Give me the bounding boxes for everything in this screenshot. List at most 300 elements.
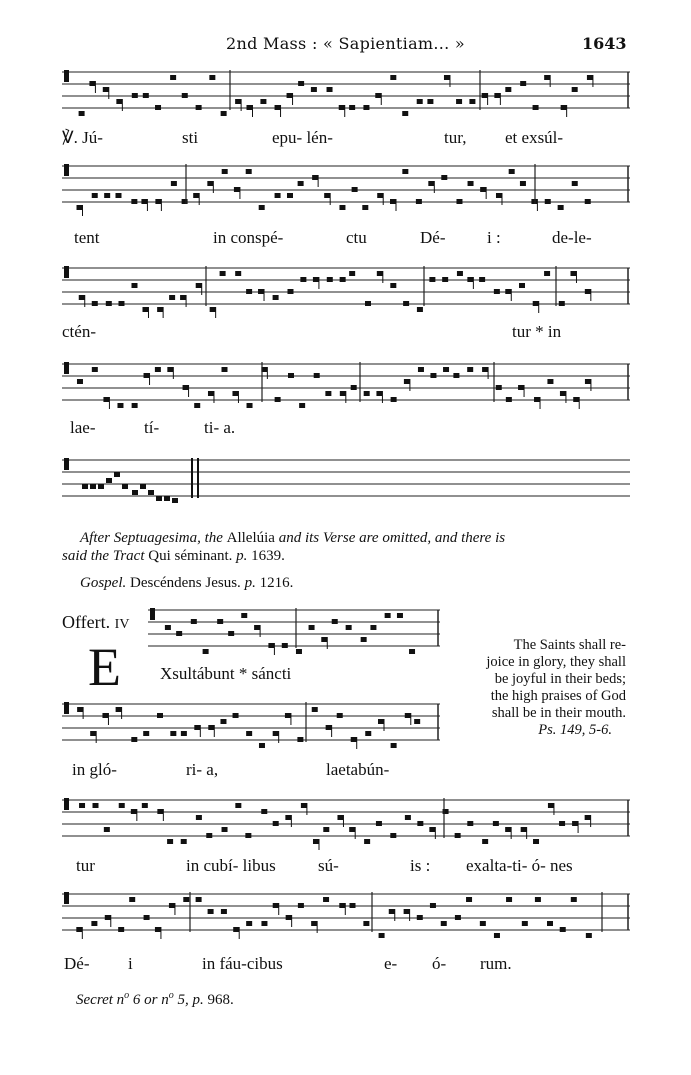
lyric-syllable: in conspé-	[213, 228, 284, 247]
neume	[430, 903, 436, 908]
neume	[122, 484, 128, 489]
lyric-syllable: exalta-ti- ó- nes	[466, 856, 573, 875]
neume	[544, 75, 550, 80]
neume	[561, 105, 567, 110]
neume	[234, 187, 240, 192]
neume	[296, 649, 302, 654]
chant-staff-5	[62, 454, 630, 510]
neume	[534, 397, 540, 402]
lyric-syllable: rum.	[480, 954, 512, 973]
chant-staff-3	[62, 262, 630, 318]
translation-line: joice in glory, they shall	[486, 654, 626, 670]
neume	[430, 373, 436, 378]
neume	[506, 897, 512, 902]
neume	[169, 903, 175, 908]
neume	[585, 379, 591, 384]
chant-staff-2	[62, 160, 630, 216]
neume	[259, 205, 265, 210]
neume	[203, 649, 209, 654]
neume	[297, 737, 303, 742]
neume	[208, 725, 214, 730]
neume	[390, 75, 396, 80]
neume	[104, 193, 110, 198]
lyric-syllable: ti- a.	[204, 418, 236, 437]
neume	[155, 199, 161, 204]
gospel-page-ref: p.	[244, 575, 256, 591]
neume	[547, 379, 553, 384]
neume	[233, 927, 239, 932]
neume	[311, 87, 317, 92]
neume	[102, 713, 108, 718]
clef-mark	[64, 892, 69, 904]
neume	[361, 637, 367, 642]
neume	[365, 731, 371, 736]
neume	[196, 897, 202, 902]
translation-block	[444, 637, 626, 739]
neume	[92, 193, 98, 198]
neume	[506, 397, 512, 402]
neume	[365, 301, 371, 306]
neume	[585, 289, 591, 294]
neume	[144, 373, 150, 378]
offertory-first-lyric: Xsultábunt * sáncti	[160, 664, 292, 683]
neume	[105, 915, 111, 920]
secret-sup: o	[168, 990, 174, 1001]
neume	[181, 839, 187, 844]
chant-staff-4	[62, 358, 630, 414]
neume	[390, 199, 396, 204]
secret-page-num: 968.	[207, 992, 234, 1008]
neume	[337, 713, 343, 718]
neume	[191, 619, 197, 624]
neume	[364, 391, 370, 396]
clef-mark	[64, 266, 69, 278]
neume	[220, 271, 226, 276]
neume	[482, 367, 488, 372]
neume	[129, 897, 135, 902]
neume	[182, 199, 188, 204]
neume	[339, 903, 345, 908]
clef-mark	[64, 362, 69, 374]
neume	[247, 403, 253, 408]
neume	[246, 289, 252, 294]
neume	[287, 193, 293, 198]
neume	[509, 169, 515, 174]
neume	[92, 367, 98, 372]
neume	[268, 643, 274, 648]
lyric-syllable: is :	[410, 856, 431, 875]
neume	[172, 498, 178, 503]
neume	[91, 921, 97, 926]
neume	[116, 707, 122, 712]
neume	[169, 295, 175, 300]
neume	[312, 707, 318, 712]
lyric-syllable: i :	[487, 228, 501, 247]
neume	[273, 821, 279, 826]
neume	[261, 921, 267, 926]
neume	[456, 99, 462, 104]
neume	[217, 619, 223, 624]
neume	[521, 827, 527, 832]
neume	[260, 99, 266, 104]
neume	[222, 169, 228, 174]
lyric-syllable: tur * in	[512, 322, 562, 341]
neume	[208, 909, 214, 914]
secret-text: 5, p.	[173, 992, 208, 1008]
neume	[228, 631, 234, 636]
neume	[417, 99, 423, 104]
neume	[313, 277, 319, 282]
neume	[572, 181, 578, 186]
neume	[182, 93, 188, 98]
neume	[494, 933, 500, 938]
lyric-syllable: in cubí- libus	[186, 856, 276, 875]
lyric-syllable: ℣. Jú-	[62, 128, 103, 147]
neume	[321, 637, 327, 642]
neume	[131, 283, 137, 288]
lyric-syllable: ó-	[432, 954, 447, 973]
neume	[571, 897, 577, 902]
neume	[362, 205, 368, 210]
neume	[194, 725, 200, 730]
neume	[467, 367, 473, 372]
neume	[258, 289, 264, 294]
neume	[351, 737, 357, 742]
neume	[233, 713, 239, 718]
clef-mark	[64, 458, 69, 470]
neume	[106, 301, 112, 306]
neume	[119, 803, 125, 808]
lyric-syllable: lae-	[70, 418, 96, 437]
rubric-line-1	[80, 530, 505, 547]
neume	[544, 271, 550, 276]
neume	[520, 181, 526, 186]
neume	[560, 927, 566, 932]
neume	[93, 803, 99, 808]
lyric-syllable: de-le-	[552, 228, 592, 247]
neume	[141, 199, 147, 204]
neume	[363, 105, 369, 110]
neume	[349, 827, 355, 832]
neume	[323, 897, 329, 902]
rubric-italic: After Septuagesima, the	[80, 530, 227, 546]
neume	[350, 903, 356, 908]
neume	[155, 367, 161, 372]
neume	[340, 277, 346, 282]
neume	[467, 277, 473, 282]
neume	[103, 397, 109, 402]
neume	[103, 87, 109, 92]
rubric-italic: and its Verse are omitted, and there is	[274, 530, 506, 546]
neume	[559, 821, 565, 826]
gospel-line	[80, 575, 293, 592]
neume	[196, 815, 202, 820]
neume	[196, 283, 202, 288]
neume	[585, 199, 591, 204]
neume	[404, 379, 410, 384]
neume	[246, 731, 252, 736]
neume	[82, 484, 88, 489]
secret-line	[76, 990, 234, 1009]
psalm-reference: Ps. 149, 5-6.	[538, 722, 612, 738]
rubric-tract: Qui séminant.	[148, 548, 233, 564]
rubric-page-ref: p.	[232, 548, 252, 564]
neume	[409, 649, 415, 654]
neume	[404, 909, 410, 914]
neume	[106, 478, 112, 483]
secret-sup: o	[124, 990, 130, 1001]
neume	[480, 187, 486, 192]
neume	[118, 301, 124, 306]
translation-line: the high praises of God	[490, 688, 626, 704]
neume	[167, 367, 173, 372]
rubric-page-num: 1639.	[251, 548, 285, 564]
neume	[520, 81, 526, 86]
neume	[370, 625, 376, 630]
neume	[180, 295, 186, 300]
neume	[241, 613, 247, 618]
neume	[309, 625, 315, 630]
neume	[79, 803, 85, 808]
neume	[286, 915, 292, 920]
neume	[193, 193, 199, 198]
neume	[494, 289, 500, 294]
neume	[456, 199, 462, 204]
neume	[545, 199, 551, 204]
neume	[390, 283, 396, 288]
neume	[132, 93, 138, 98]
offertory-staff-2	[62, 698, 440, 754]
neume	[132, 403, 138, 408]
neume	[376, 821, 382, 826]
neume	[572, 87, 578, 92]
lyric-syllable: e-	[384, 954, 398, 973]
lyric-syllable: epu- lén-	[272, 128, 333, 147]
neume	[221, 909, 227, 914]
neume	[167, 839, 173, 844]
neume	[403, 301, 409, 306]
neume	[560, 391, 566, 396]
neume	[482, 839, 488, 844]
neume	[547, 921, 553, 926]
neume	[427, 99, 433, 104]
chant-staff-1	[62, 66, 630, 122]
neume	[170, 75, 176, 80]
neume	[397, 613, 403, 618]
neume	[441, 921, 447, 926]
offertory-mode: IV	[114, 617, 130, 632]
neume	[327, 277, 333, 282]
neume	[246, 169, 252, 174]
neume	[273, 295, 279, 300]
neume	[414, 719, 420, 724]
neume	[443, 367, 449, 372]
neume	[118, 927, 124, 932]
neume	[157, 307, 163, 312]
gospel-incipit: Descéndens Jesus.	[126, 575, 245, 591]
neume	[285, 713, 291, 718]
neume	[429, 277, 435, 282]
translation-line: The Saints shall re-	[513, 637, 626, 653]
neume	[221, 111, 227, 116]
offertory-initial: E	[88, 637, 121, 697]
neume	[176, 631, 182, 636]
neume	[232, 391, 238, 396]
neume	[586, 933, 592, 938]
neume	[444, 75, 450, 80]
translation-line: shall be in their mouth.	[491, 705, 626, 721]
neume	[364, 839, 370, 844]
neume	[453, 373, 459, 378]
neume	[77, 707, 83, 712]
neume	[327, 87, 333, 92]
neume	[479, 277, 485, 282]
neume	[349, 105, 355, 110]
neume	[132, 490, 138, 495]
neume	[273, 903, 279, 908]
neume	[208, 391, 214, 396]
neume	[170, 731, 176, 736]
neume	[313, 839, 319, 844]
neume	[144, 915, 150, 920]
neume	[196, 105, 202, 110]
neume	[378, 719, 384, 724]
neume	[323, 827, 329, 832]
neume	[299, 403, 305, 408]
neume	[235, 803, 241, 808]
neume	[312, 175, 318, 180]
neume	[405, 713, 411, 718]
neume	[222, 827, 228, 832]
neume	[457, 271, 463, 276]
neume	[493, 821, 499, 826]
neume	[259, 743, 265, 748]
neume	[210, 307, 216, 312]
neume	[143, 731, 149, 736]
neume	[76, 927, 82, 932]
neume	[377, 271, 383, 276]
neume	[585, 815, 591, 820]
neume	[114, 472, 120, 477]
neume	[155, 927, 161, 932]
neume	[324, 193, 330, 198]
neume	[428, 181, 434, 186]
neume	[339, 105, 345, 110]
neume	[131, 737, 137, 742]
clef-mark	[64, 164, 69, 176]
lyric-syllable: Dé-	[420, 228, 446, 247]
neume	[131, 199, 137, 204]
running-header-title: 2nd Mass : « Sapientiam... »	[226, 34, 466, 53]
neume	[389, 909, 395, 914]
neume	[157, 809, 163, 814]
neume	[405, 815, 411, 820]
neume	[496, 193, 502, 198]
neume	[181, 731, 187, 736]
clef-mark	[64, 798, 69, 810]
lyric-syllable: Dé-	[64, 954, 90, 973]
neume	[337, 815, 343, 820]
neume	[332, 619, 338, 624]
neume	[148, 490, 154, 495]
neume	[468, 181, 474, 186]
neume	[326, 725, 332, 730]
neume	[375, 93, 381, 98]
neume	[89, 81, 95, 86]
neume	[298, 81, 304, 86]
neume	[314, 373, 320, 378]
neume	[287, 93, 293, 98]
neume	[466, 897, 472, 902]
lyric-syllable: sti	[182, 128, 199, 147]
lyric-syllable: in fáu-cibus	[202, 954, 283, 973]
neume	[157, 713, 163, 718]
lyric-syllable: tí-	[144, 418, 160, 437]
neume	[142, 803, 148, 808]
offertory-label	[62, 612, 129, 633]
neume	[559, 301, 565, 306]
neume	[429, 827, 435, 832]
neume	[533, 301, 539, 306]
neume	[480, 921, 486, 926]
neume	[115, 193, 121, 198]
neume	[482, 93, 488, 98]
lyric-syllable: ctén-	[62, 322, 96, 341]
neume	[90, 731, 96, 736]
neume	[402, 169, 408, 174]
neume	[496, 385, 502, 390]
neume	[570, 271, 576, 276]
neume	[505, 827, 511, 832]
neume	[494, 93, 500, 98]
rubric-italic: said the Tract	[62, 548, 149, 564]
neume	[352, 187, 358, 192]
neume	[209, 75, 215, 80]
neume	[391, 397, 397, 402]
lyric-syllable: tent	[74, 228, 100, 247]
neume	[235, 271, 241, 276]
rubric-alleluia: Allelúia	[226, 530, 275, 546]
neume	[301, 803, 307, 808]
neume	[155, 105, 161, 110]
neume	[416, 199, 422, 204]
offertory-word: Offert.	[62, 612, 111, 632]
lyric-syllable: i	[128, 954, 133, 973]
neume	[254, 625, 260, 630]
lyric-syllable: tur,	[444, 128, 467, 147]
neume	[376, 391, 382, 396]
neume	[140, 484, 146, 489]
secret-text: 6 or n	[129, 992, 169, 1008]
page-number: 1643	[582, 34, 627, 53]
neume	[246, 105, 252, 110]
neume	[117, 403, 123, 408]
neume	[288, 373, 294, 378]
neume	[282, 643, 288, 648]
lyric-syllable: ri- a,	[186, 760, 219, 779]
neume	[402, 111, 408, 116]
neume	[441, 175, 447, 180]
neume	[164, 496, 170, 501]
neume	[300, 277, 306, 282]
neume	[287, 289, 293, 294]
neume	[325, 391, 331, 396]
offertory-staff-4	[62, 888, 630, 944]
neume	[92, 301, 98, 306]
clef-mark	[64, 702, 69, 714]
neume	[246, 921, 252, 926]
neume	[518, 385, 524, 390]
